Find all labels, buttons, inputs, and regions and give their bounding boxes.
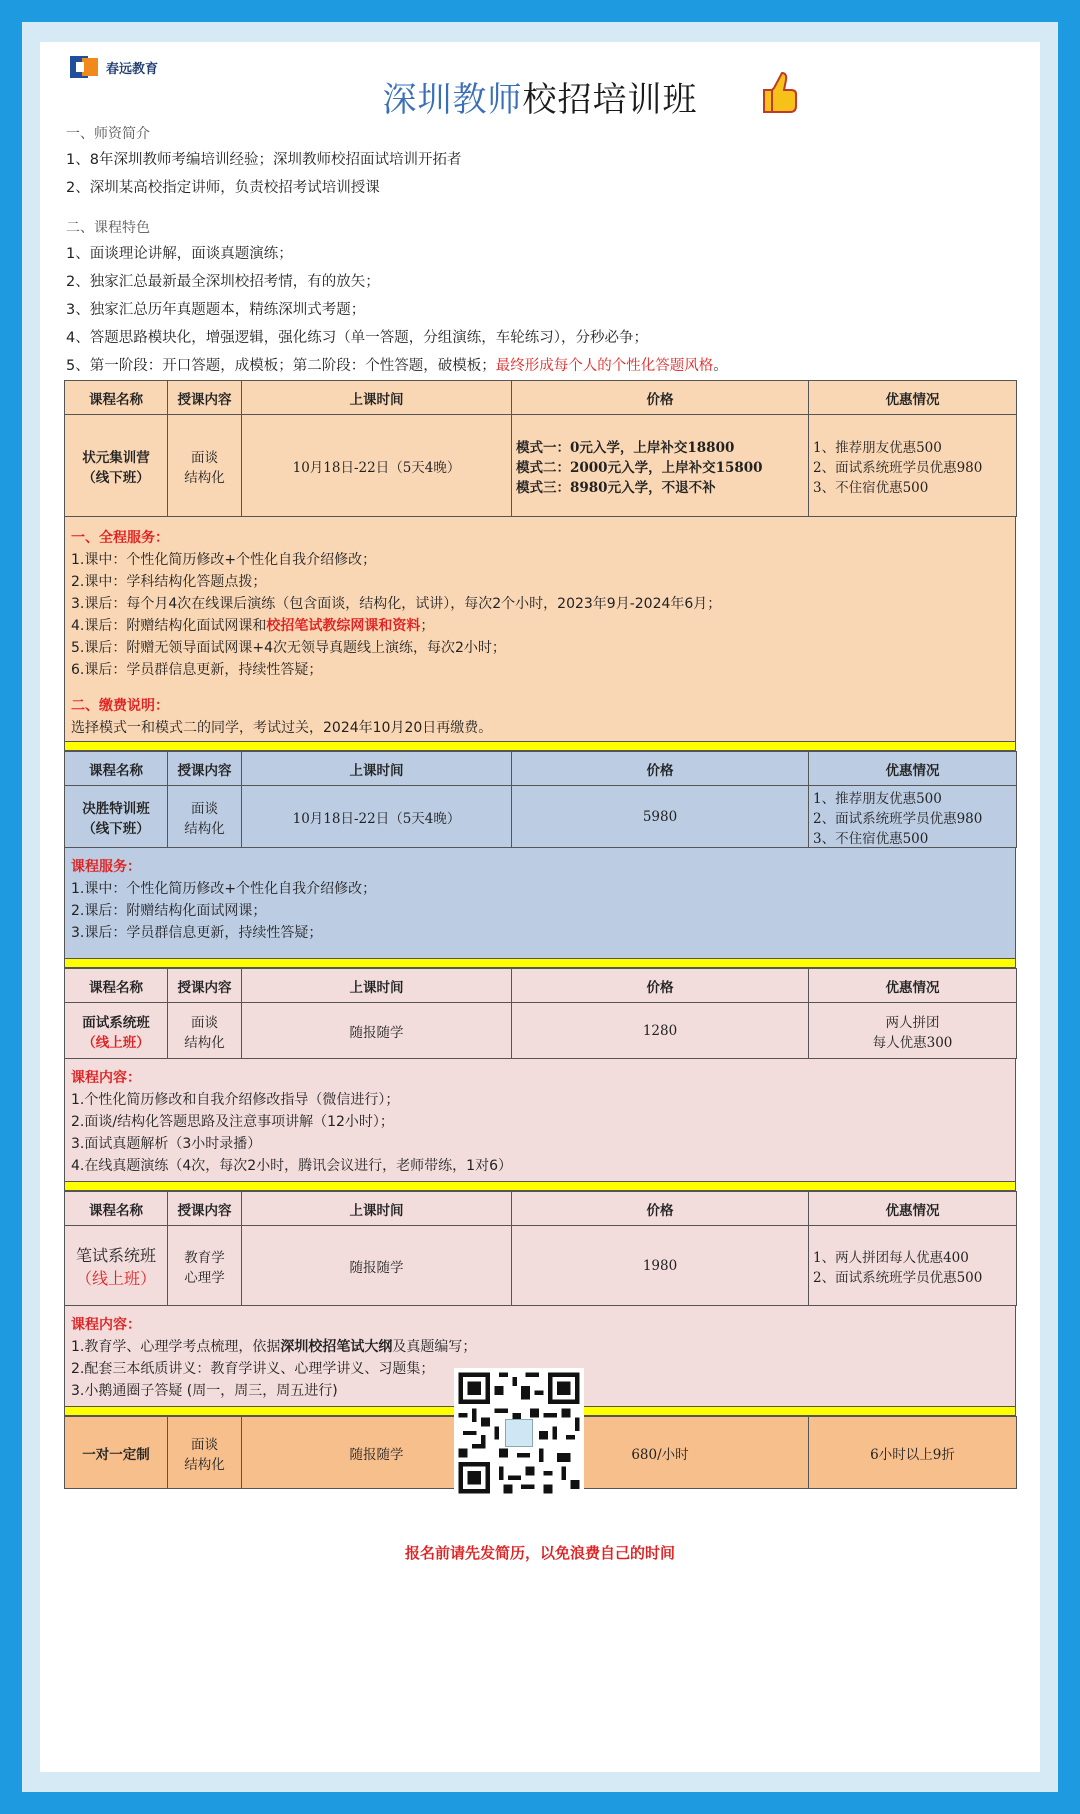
time-cell: 10月18日-22日（5天4晚）: [242, 415, 512, 517]
header-discount: 优惠情况: [809, 752, 1017, 786]
header-discount: 优惠情况: [809, 1192, 1017, 1226]
header-price: 价格: [512, 969, 809, 1003]
course-table-2: [64, 751, 1017, 848]
discount-cell: 6小时以上9折: [809, 1417, 1017, 1489]
notes-heading: 一、全程服务：: [71, 530, 169, 546]
course-name-cell: [65, 415, 168, 517]
note-bold: 深圳校招笔试大纲: [280, 1339, 393, 1355]
note-end: ；: [420, 618, 435, 634]
feature-line: 3、独家汇总历年真题题本，精练深圳式考题；: [66, 302, 366, 318]
note-line: 选择模式一和模式二的同学，考试过关，2024年10月20日再缴费。: [71, 720, 493, 736]
header-price: 价格: [512, 381, 809, 415]
price-cell: 5980: [512, 786, 809, 848]
notes-heading: 课程内容：: [71, 1317, 141, 1333]
logo-name: 春远教育: [106, 61, 159, 77]
discount-item: 1、推荐朋友优惠500: [813, 439, 942, 456]
table-header-row: [65, 381, 1017, 415]
feature-line: 2、独家汇总最新最全深圳校招考情，有的放矢；: [66, 274, 380, 290]
note-text: 4.课后：附赠结构化面试网课和: [71, 618, 267, 634]
course-notes: [64, 848, 1016, 958]
mode-cell: [168, 1003, 242, 1059]
header-mode: 授课内容: [168, 381, 242, 415]
discount-item: 2、面试系统班学员优惠980: [813, 810, 983, 827]
header-time: 上课时间: [242, 1192, 512, 1226]
header-price: 价格: [512, 752, 809, 786]
table-row: [65, 1226, 1017, 1306]
mode-text: 教育学: [184, 1249, 225, 1266]
price-option: 模式二：2000元入学，上岸补交15800: [516, 459, 763, 476]
feature-end: 。: [713, 358, 728, 374]
table-row: [65, 786, 1017, 848]
title-part2: 校招培训班: [522, 80, 698, 120]
course-name: 状元集训营: [82, 449, 150, 466]
mode-text: 面谈: [191, 800, 218, 817]
note-line: 1.个性化简历修改和自我介绍修改指导（微信进行）；: [71, 1092, 400, 1108]
note-end: 及真题编写；: [392, 1339, 477, 1355]
header-time: 上课时间: [242, 752, 512, 786]
section-heading-teachers: 一、师资简介: [66, 126, 150, 142]
course-name-cell: [65, 786, 168, 848]
discount-item: 1、推荐朋友优惠500: [813, 790, 942, 807]
note-text: 1.教育学、心理学考点梳理，依据: [71, 1339, 281, 1355]
mode-text: 结构化: [184, 469, 225, 486]
discount-item: 两人拼团: [885, 1014, 940, 1031]
note-line: [71, 615, 1009, 637]
mode-text: 结构化: [184, 820, 225, 837]
header-price: 价格: [512, 1192, 809, 1226]
header-name: 课程名称: [65, 752, 168, 786]
title-part1: 深圳教师: [382, 80, 523, 120]
mode-text: 结构化: [184, 1456, 225, 1473]
note-line: 2.面谈/结构化答题思路及注意事项讲解（12小时）；: [71, 1114, 394, 1130]
notes-heading: 二、缴费说明：: [71, 698, 169, 714]
section-heading-features: 二、课程特色: [66, 220, 150, 236]
mode-text: 面谈: [191, 1014, 218, 1031]
time-cell: 随报随学: [242, 1417, 512, 1489]
price-cell: 680/小时: [512, 1417, 809, 1489]
mode-cell: [168, 1226, 242, 1306]
discount-item: 3、不住宿优惠500: [813, 830, 929, 847]
note-line: 3.课后：每个月4次在线课后演练（包含面谈，结构化，试讲），每次2个小时，2023年9月-2024年6月；: [71, 596, 722, 612]
note-line: 3.小鹅通圈子答疑 (周一，周三，周五进行): [71, 1383, 338, 1399]
header-mode: 授课内容: [168, 752, 242, 786]
note-line: 5.课后：附赠无领导面试网课+4次无领导真题线上演练，每次2小时；: [71, 640, 506, 656]
footer-note: 报名前请先发简历，以免浪费自己的时间: [404, 1544, 675, 1562]
note-line: 6.课后：学员群信息更新，持续性答疑；: [71, 662, 323, 678]
header-discount: 优惠情况: [809, 381, 1017, 415]
thumbs-up-icon: [760, 68, 800, 118]
discount-item: 1、两人拼团每人优惠400: [813, 1249, 969, 1266]
discount-cell: [809, 1003, 1017, 1059]
course-sub: （线上班）: [75, 1268, 156, 1288]
course-name: 面试系统班: [82, 1014, 150, 1031]
mode-text: 心理学: [184, 1269, 225, 1286]
qr-code-image: [454, 1368, 584, 1498]
note-line: 1.课中：个性化简历修改+个性化自我介绍修改；: [71, 881, 377, 897]
header-name: 课程名称: [65, 969, 168, 1003]
mode-text: 面谈: [191, 1436, 218, 1453]
course-notes: [64, 1059, 1016, 1181]
feature-text: 5、第一阶段：开口答题，成模板；第二阶段：个性答题，破模板；: [66, 358, 496, 374]
table-header-row: [65, 1192, 1017, 1226]
discount-cell: [809, 786, 1017, 848]
divider-bar: [64, 1181, 1016, 1191]
time-cell: 随报随学: [242, 1226, 512, 1306]
course-name: 笔试系统班: [75, 1245, 156, 1265]
note-line: 1.课中：个性化简历修改+个性化自我介绍修改；: [71, 552, 377, 568]
discount-item: 3、不住宿优惠500: [813, 479, 929, 496]
course-name: 决胜特训班: [82, 800, 150, 817]
note-line: 2.课中：学科结构化答题点拨；: [71, 574, 267, 590]
feature-highlight: 最终形成每个人的个性化答题风格: [495, 358, 714, 374]
table-header-row: [65, 969, 1017, 1003]
discount-item: 每人优惠300: [872, 1034, 953, 1051]
discount-item: 2、面试系统班学员优惠500: [813, 1269, 983, 1286]
page-title: [40, 72, 1040, 121]
mode-cell: [168, 415, 242, 517]
mode-text: 面谈: [191, 449, 218, 466]
header-time: 上课时间: [242, 381, 512, 415]
note-line: [71, 1336, 1009, 1358]
course-table-3: [64, 968, 1017, 1059]
mode-cell: [168, 1417, 242, 1489]
header-name: 课程名称: [65, 381, 168, 415]
mode-cell: [168, 786, 242, 848]
course-notes: [64, 517, 1016, 741]
course-table-1: [64, 380, 1017, 517]
price-cell: 1980: [512, 1226, 809, 1306]
notes-heading: 课程服务：: [71, 859, 141, 875]
course-table-4: [64, 1191, 1017, 1306]
table-row: [65, 415, 1017, 517]
course-tables: [64, 380, 1016, 1489]
note-line: 2.课后：附赠结构化面试网课；: [71, 903, 267, 919]
time-cell: 随报随学: [242, 1003, 512, 1059]
note-highlight: 校招笔试教综网课和资料: [266, 618, 421, 634]
table-row: [65, 1003, 1017, 1059]
discount-cell: [809, 1226, 1017, 1306]
poster-sheet: [40, 42, 1040, 1772]
course-sub: （线下班）: [82, 469, 150, 486]
header-mode: 授课内容: [168, 969, 242, 1003]
header-mode: 授课内容: [168, 1192, 242, 1226]
price-cell: 1280: [512, 1003, 809, 1059]
discount-item: 2、面试系统班学员优惠980: [813, 459, 983, 476]
intro-line: 2、深圳某高校指定讲师，负责校招考试培训授课: [66, 180, 380, 196]
price-option: 模式三：8980元入学，不退不补: [516, 479, 716, 496]
course-name-cell: [65, 1003, 168, 1059]
feature-line: [66, 352, 1006, 380]
course-name-cell: 一对一定制: [65, 1417, 168, 1489]
divider-bar: [64, 958, 1016, 968]
mode-text: 结构化: [184, 1034, 225, 1051]
price-cell: [512, 415, 809, 517]
course-name-cell: [65, 1226, 168, 1306]
header-time: 上课时间: [242, 969, 512, 1003]
price-option: 模式一：0元入学，上岸补交18800: [516, 439, 735, 456]
course-sub: （线上班）: [82, 1034, 150, 1051]
note-line: 3.课后：学员群信息更新，持续性答疑；: [71, 925, 323, 941]
time-cell: 10月18日-22日（5天4晚）: [242, 786, 512, 848]
note-line: 2.配套三本纸质讲义：教育学讲义、心理学讲义、习题集；: [71, 1361, 435, 1377]
intro-line: 1、8年深圳教师考编培训经验；深圳教师校招面试培训开拓者: [66, 152, 462, 168]
course-sub: （线下班）: [82, 820, 150, 837]
table-header-row: [65, 752, 1017, 786]
header-discount: 优惠情况: [809, 969, 1017, 1003]
notes-heading: 课程内容：: [71, 1070, 141, 1086]
note-line: 4.在线真题演练（4次，每次2小时，腾讯会议进行，老师带练，1对6）: [71, 1158, 512, 1174]
intro-section: [66, 122, 1006, 380]
divider-bar: [64, 741, 1016, 751]
feature-line: 4、答题思路模块化，增强逻辑，强化练习（单一答题，分组演练，车轮练习），分秒必争；: [66, 330, 648, 346]
note-line: 3.面试真题解析（3小时录播）: [71, 1136, 262, 1152]
feature-line: 1、面谈理论讲解，面谈真题演练；: [66, 246, 293, 262]
header-name: 课程名称: [65, 1192, 168, 1226]
discount-cell: [809, 415, 1017, 517]
